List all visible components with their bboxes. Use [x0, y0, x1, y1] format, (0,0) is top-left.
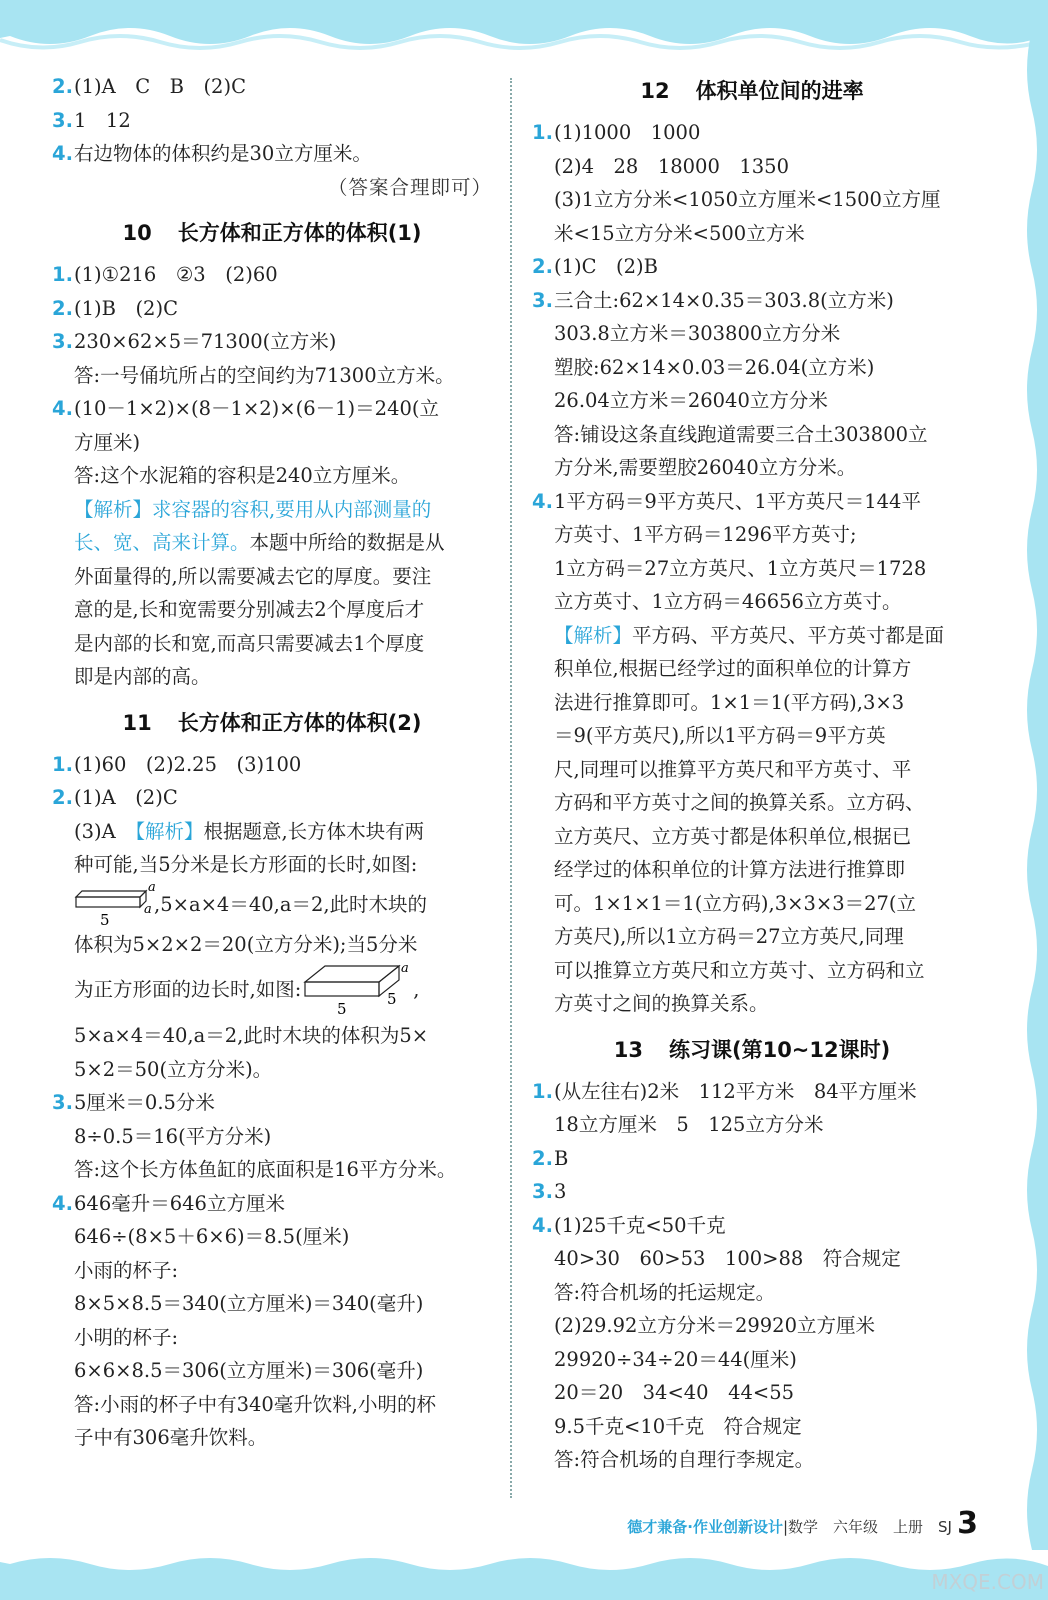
answer-line: 答:这个长方体鱼缸的底面积是16平方分米。 — [74, 1158, 457, 1181]
answer-line: 答:铺设这条直线跑道需要三合土303800立 — [554, 422, 928, 446]
answer-line: 答:这个水泥箱的容积是240立方厘米。 — [74, 464, 411, 487]
answer-line: 5×a×4＝40,a＝2,此时木块的体积为5× — [74, 1024, 429, 1047]
answer-line: 2.B — [532, 1146, 569, 1170]
cuboid-figure-1 — [74, 879, 156, 929]
right-wave-border — [1018, 30, 1048, 1550]
top-wave-border — [0, 0, 1048, 62]
bottom-wave-border — [0, 1548, 1048, 1600]
answer-line: 8÷0.5＝16(平方分米) — [74, 1124, 272, 1148]
answer-line: 646÷(8×5＋6×6)＝8.5(厘米) — [74, 1225, 350, 1248]
watermark-logo: MXQE.COM — [931, 1570, 1044, 1594]
page-number: 3 — [957, 1506, 978, 1541]
analysis-line: 长、宽、高来计算。本题中所给的数据是从 — [74, 531, 445, 554]
answer-line: 18立方厘米 5 125立方分米 — [554, 1113, 824, 1136]
answer-line: 4.1平方码＝9平方英尺、1平方英尺＝144平 — [532, 489, 921, 513]
answer-line: 答:一号俑坑所占的空间约为71300立方米。 — [74, 363, 455, 387]
answer-line: 6×6×8.5＝306(立方厘米)＝306(毫升) — [74, 1359, 424, 1382]
fig2-label-a: a — [401, 961, 410, 976]
answer-line: 子中有306毫升饮料。 — [74, 1426, 268, 1449]
section-heading-12: 12 体积单位间的进率 — [640, 79, 864, 103]
fig1-label-a: a — [148, 879, 156, 895]
analysis-line: 是内部的长和宽,而高只需要减去1个厚度 — [74, 631, 425, 655]
answer-line: (2)29.92立方分米＝29920立方厘米 — [554, 1314, 875, 1337]
answer-line: 9.5千克<10千克 符合规定 — [554, 1414, 802, 1438]
answer-line: 3.1 12 — [52, 108, 131, 132]
figure-line: 为正方形面的边长时,如图: 5 5 a , — [74, 961, 420, 1018]
column-divider — [510, 78, 512, 1498]
analysis-line: 外面量得的,所以需要减去它的厚度。要注 — [74, 564, 432, 588]
analysis-line: 可。1×1×1＝1(立方码),3×3×3＝27(立 — [554, 891, 917, 915]
answer-line: 1.(从左往右)2米 112平方米 84平方厘米 — [532, 1079, 917, 1103]
answer-line: 1立方码＝27立方英尺、1立方英尺＝1728 — [554, 556, 927, 580]
analysis-line: 即是内部的高。 — [74, 665, 211, 688]
answer-line: 1.(1)1000 1000 — [532, 121, 701, 144]
answer-line: 答:符合机场的托运规定。 — [554, 1280, 776, 1304]
analysis-line: 【解析】求容器的容积,要用从内部测量的 — [74, 497, 432, 521]
answer-line: 5×2＝50(立方分米)。 — [74, 1057, 273, 1081]
figure-line: 5 a a ,5×a×4＝40,a＝2,此时木块的 — [52, 882, 492, 928]
section-heading-10: 10 长方体和正方体的体积(1) — [122, 221, 422, 245]
analysis-line: ＝9(平方英尺),所以1平方码＝9平方英 — [554, 724, 886, 747]
answer-line: 3.3 — [532, 1180, 567, 1203]
answer-line: 8×5×8.5＝340(立方厘米)＝340(毫升) — [74, 1292, 424, 1315]
answer-line: 1.(1)①216 ②3 (2)60 — [52, 263, 278, 286]
answer-line: 米<15立方分米<500立方米 — [554, 221, 805, 245]
analysis-line: 意的是,长和宽需要分别减去2个厚度后才 — [74, 598, 425, 621]
answer-line: (3)1立方分米<1050立方厘米<1500立方厘 — [554, 188, 941, 211]
answer-line: 种可能,当5分米是长方形面的长时,如图: — [74, 853, 418, 876]
answer-line: 小明的杯子: — [74, 1325, 179, 1349]
analysis-line: 【解析】平方码、平方英尺、平方英寸都是面 — [554, 623, 945, 647]
fig1-label-a2: a — [144, 901, 152, 917]
answer-line: 2.(1)A (2)C — [52, 786, 178, 809]
answer-line: 方英寸、1平方码＝1296平方英寸; — [554, 523, 857, 546]
answer-line: 小雨的杯子: — [74, 1258, 179, 1282]
section-heading-13: 13 练习课(第10~12课时) — [613, 1037, 891, 1062]
answer-line: 方分米,需要塑胶26040立方分米。 — [554, 456, 857, 479]
fig2-label-5a: 5 — [337, 1000, 347, 1018]
analysis-line: 可以推算立方英尺和立方英寸、立方码和立 — [554, 958, 925, 982]
answer-line: 40>30 60>53 100>88 符合规定 — [554, 1247, 901, 1270]
answer-line: 303.8立方米＝303800立方分米 — [554, 322, 841, 345]
answer-line: 体积为5×2×2＝20(立方分米);当5分米 — [74, 932, 418, 956]
answer-line: 4.646毫升＝646立方厘米 — [52, 1191, 285, 1215]
analysis-line: 法进行推算即可。1×1＝1(平方码),3×3 — [554, 690, 905, 714]
analysis-line: 方英尺),所以1立方码＝27立方英尺,同理 — [554, 925, 904, 948]
answer-line: 方厘米) — [74, 430, 141, 454]
answer-line: 2.(1)A C B (2)C — [52, 75, 246, 98]
section-heading-11: 11 长方体和正方体的体积(2) — [122, 710, 422, 735]
analysis-line: 尺,同理可以推算平方英尺和平方英寸、平 — [554, 757, 912, 781]
analysis-line: 积单位,根据已经学过的面积单位的计算方 — [554, 657, 912, 680]
analysis-line: 方码和平方英寸之间的换算关系。立方码、 — [554, 791, 925, 814]
analysis-line: 方英寸之间的换算关系。 — [554, 992, 769, 1015]
answer-line: 3.三合土:62×14×0.35＝303.8(立方米) — [532, 288, 894, 312]
answer-line: 4.(1)25千克<50千克 — [532, 1213, 726, 1237]
answer-line: 2.(1)C (2)B — [532, 255, 658, 278]
answer-line: 20＝20 34<40 44<55 — [554, 1381, 795, 1404]
answer-line: 答:小雨的杯子中有340毫升饮料,小明的杯 — [74, 1392, 436, 1416]
fig2-label-5b: 5 — [387, 990, 397, 1008]
answer-line: 4.(10－1×2)×(8－1×2)×(6－1)＝240(立 — [52, 397, 439, 420]
answer-line: 26.04立方米＝26040立方分米 — [554, 389, 828, 412]
answer-line: (3)A 【解析】根据题意,长方体木块有两 — [74, 819, 425, 843]
cuboid-figure-2 — [301, 961, 410, 1018]
answer-line: (2)4 28 18000 1350 — [554, 154, 789, 178]
right-column — [532, 70, 972, 1477]
answer-line: 答:符合机场的自理行李规定。 — [554, 1448, 815, 1471]
note: （答案合理即可） — [327, 175, 492, 199]
fig1-label-5: 5 — [100, 910, 110, 929]
answer-line: 29920÷34÷20＝44(厘米) — [554, 1347, 797, 1371]
answer-line: 1.(1)60 (2)2.25 (3)100 — [52, 752, 302, 776]
answer-line: 2.(1)B (2)C — [52, 296, 178, 320]
answer-line: 4.右边物体的体积约是30立方厘米。 — [52, 142, 372, 165]
left-column — [52, 70, 492, 1455]
answer-line: 立方英寸、1立方码＝46656立方英寸。 — [554, 590, 902, 613]
answer-line: 3.230×62×5＝71300(立方米) — [52, 330, 337, 353]
answer-line: 塑胶:62×14×0.03＝26.04(立方米) — [554, 355, 875, 379]
analysis-line: 经学过的体积单位的计算方法进行推算即 — [554, 858, 906, 881]
analysis-line: 立方英尺、立方英寸都是体积单位,根据已 — [554, 824, 912, 848]
page-footer: 德才兼备·作业创新设计|数学 六年级 上册 SJ — [627, 1518, 952, 1536]
answer-line: 3.5厘米＝0.5分米 — [52, 1091, 215, 1114]
